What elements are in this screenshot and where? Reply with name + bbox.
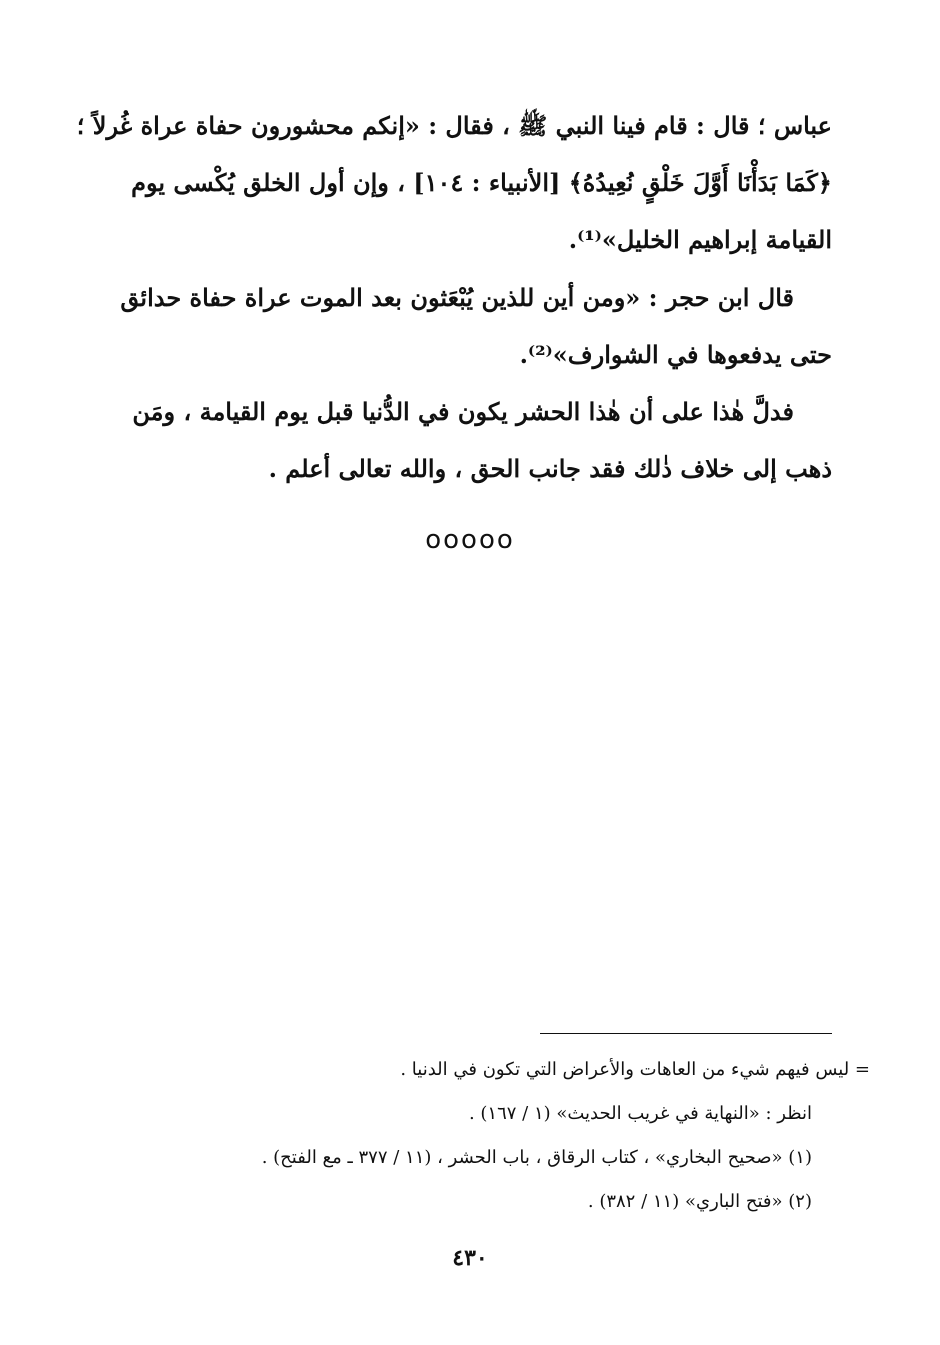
paragraph-line: ﴿كَمَا بَدَأْنَا أَوَّلَ خَلْقٍ نُعِيدُهُ﴾ [الأنبياء : ١٠٤] ، وإن أول الخلق يُكْسى يوم: [131, 168, 832, 197]
paragraph-line: عباس ؛ قال : قام فينا النبي ﷺ ، فقال : «إنكم محشورون حفاة عراة غُرلاً ؛: [76, 111, 832, 140]
paragraph-line: ذهب إلى خلاف ذٰلك فقد جانب الحق ، والله تعالى أعلم .: [268, 454, 832, 483]
page-number: ٤٣٠: [452, 1245, 488, 1271]
footnote-1: (١) «صحيح البخاري» ، كتاب الرقاق ، باب الحشر ، (١١ / ٣٧٧ ـ مع الفتح) .: [261, 1147, 812, 1168]
paragraph-line: قال ابن حجر : «ومن أين للذين يُبْعَثون بعد الموت عراة حفاة حدائق: [120, 283, 794, 312]
paragraph-line: حتى يدفعوها في الشوارف»⁽²⁾.: [519, 340, 832, 369]
paragraph-1: [76, 97, 832, 268]
paragraph-3: [110, 383, 832, 497]
footnote-divider: [540, 1033, 832, 1034]
footnote-continuation: = ليس فيهم شيء من العاهات والأعراض التي تكون في الدنيا .: [400, 1059, 870, 1080]
footnotes: [110, 1048, 870, 1224]
paragraph-line: القيامة إبراهيم الخليل»⁽¹⁾.: [568, 225, 832, 254]
paragraph-2: [110, 269, 832, 383]
paragraph-line: فدلَّ هٰذا على أن هٰذا الحشر يكون في الدُّنيا قبل يوم القيامة ، ومَن: [132, 397, 794, 426]
footnote-2: (٢) «فتح الباري» (١١ / ٣٨٢) .: [587, 1191, 812, 1212]
footnote-continuation-reference: انظر : «النهاية في غريب الحديث» (١ / ١٦٧) .: [468, 1103, 812, 1124]
section-separator: ooooo: [425, 525, 515, 555]
